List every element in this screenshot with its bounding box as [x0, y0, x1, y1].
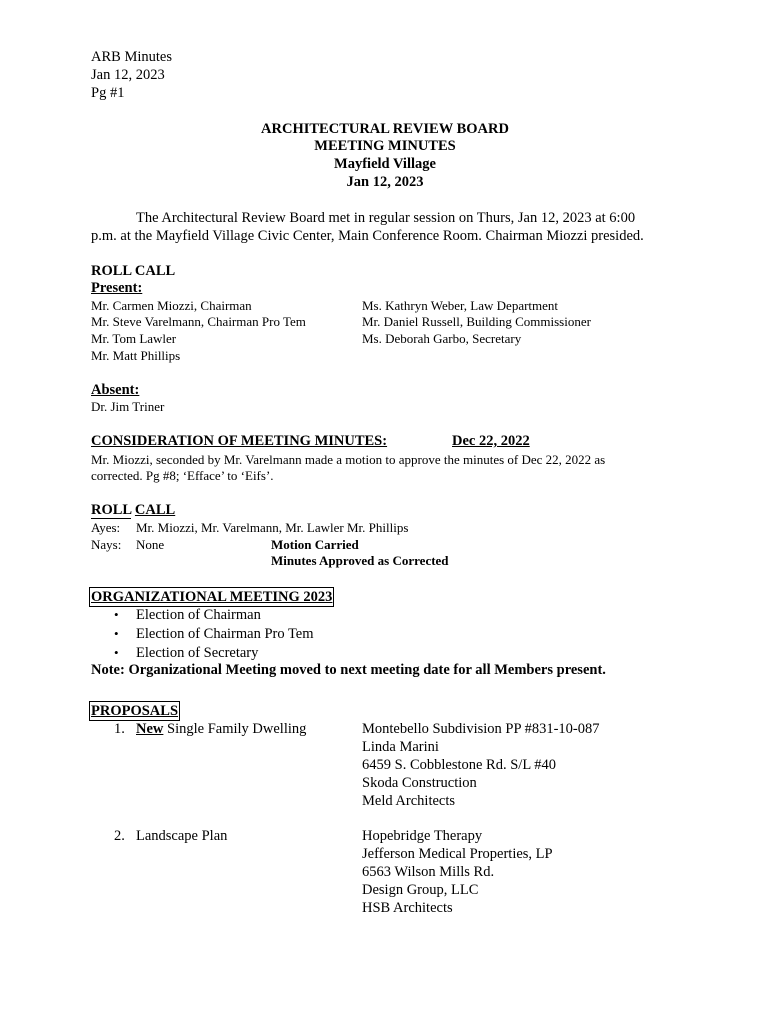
nays-label: Nays: [91, 537, 122, 552]
proposal-1-detail-1: Montebello Subdivision PP #831-10-087 [362, 721, 600, 737]
org-meeting-heading: ORGANIZATIONAL MEETING 2023 [91, 589, 333, 605]
vote-heading-call: CALL [134, 502, 176, 518]
proposal-2-detail-2: Jefferson Medical Properties, LP [362, 846, 553, 862]
proposal-1-title-rest: Single Family Dwelling [163, 721, 307, 737]
org-item-1: Election of Chairman [136, 607, 261, 623]
vote-result-2: Minutes Approved as Corrected [271, 553, 449, 568]
proposal-2-number: 2. [114, 828, 125, 844]
minutes-date: Dec 22, 2022 [452, 433, 530, 449]
org-item-2: Election of Chairman Pro Tem [136, 626, 314, 642]
proposal-1-detail-2: Linda Marini [362, 739, 439, 755]
present-right-3: Ms. Deborah Garbo, Secretary [362, 331, 522, 346]
title-line-2: MEETING MINUTES [314, 138, 456, 154]
roll-call-heading: ROLL CALL [91, 263, 176, 279]
proposal-2-detail-3: 6563 Wilson Mills Rd. [362, 864, 495, 880]
intro-line-1: The Architectural Review Board met in regular session on Thurs, Jan 12, 2023 at 6:00 [136, 210, 636, 226]
bullet-icon: • [114, 626, 119, 641]
present-left-2: Mr. Steve Varelmann, Chairman Pro Tem [91, 314, 306, 329]
proposals-heading: PROPOSALS [91, 703, 179, 719]
present-left-4: Mr. Matt Phillips [91, 348, 181, 363]
present-left-3: Mr. Tom Lawler [91, 331, 177, 346]
vote-heading [91, 501, 175, 519]
proposal-1-number: 1. [114, 721, 125, 737]
vote-heading-roll: ROLL [91, 502, 132, 518]
proposal-2-detail-4: Design Group, LLC [362, 882, 479, 898]
minutes-text-1: Mr. Miozzi, seconded by Mr. Varelmann made a motion to approve the minutes of Dec 22, 2022 as [91, 452, 606, 467]
proposal-1-title-emph: New [136, 721, 164, 737]
vote-result-1: Motion Carried [271, 537, 359, 552]
ayes-label: Ayes: [91, 520, 121, 535]
minutes-text-2: corrected. Pg #8; ‘Efface’ to ‘Eifs’. [91, 468, 274, 483]
ayes-members: Mr. Miozzi, Mr. Varelmann, Mr. Lawler Mr. Phillips [136, 520, 409, 535]
org-note: Note: Organizational Meeting moved to next meeting date for all Members present. [91, 662, 606, 678]
present-label: Present: [91, 280, 143, 296]
proposal-1-title [136, 720, 306, 738]
absent-label: Absent: [91, 382, 140, 398]
proposal-1-detail-4: Skoda Construction [362, 775, 477, 791]
title-line-4: Jan 12, 2023 [346, 174, 424, 190]
proposal-2-detail-5: HSB Architects [362, 900, 453, 916]
header-line-3: Pg #1 [91, 85, 125, 101]
intro-line-2: p.m. at the Mayfield Village Civic Center, Main Conference Room. Chairman Miozzi presided. [91, 228, 644, 244]
present-right-2: Mr. Daniel Russell, Building Commissioner [362, 314, 591, 329]
bullet-icon: • [114, 607, 119, 622]
org-item-3: Election of Secretary [136, 645, 259, 661]
nays-members: None [136, 537, 165, 552]
minutes-heading: CONSIDERATION OF MEETING MINUTES: [91, 433, 388, 449]
title-line-3: Mayfield Village [334, 156, 436, 172]
present-right-1: Ms. Kathryn Weber, Law Department [362, 298, 559, 313]
present-left-1: Mr. Carmen Miozzi, Chairman [91, 298, 252, 313]
absent-member: Dr. Jim Triner [91, 399, 165, 414]
header-line-1: ARB Minutes [91, 49, 172, 65]
header-line-2: Jan 12, 2023 [91, 67, 165, 83]
title-line-1: ARCHITECTURAL REVIEW BOARD [261, 121, 509, 137]
bullet-icon: • [114, 645, 119, 660]
proposal-2-title: Landscape Plan [136, 828, 228, 844]
proposal-2-detail-1: Hopebridge Therapy [362, 828, 483, 844]
proposal-1-detail-3: 6459 S. Cobblestone Rd. S/L #40 [362, 757, 557, 773]
proposal-1-detail-5: Meld Architects [362, 793, 456, 809]
